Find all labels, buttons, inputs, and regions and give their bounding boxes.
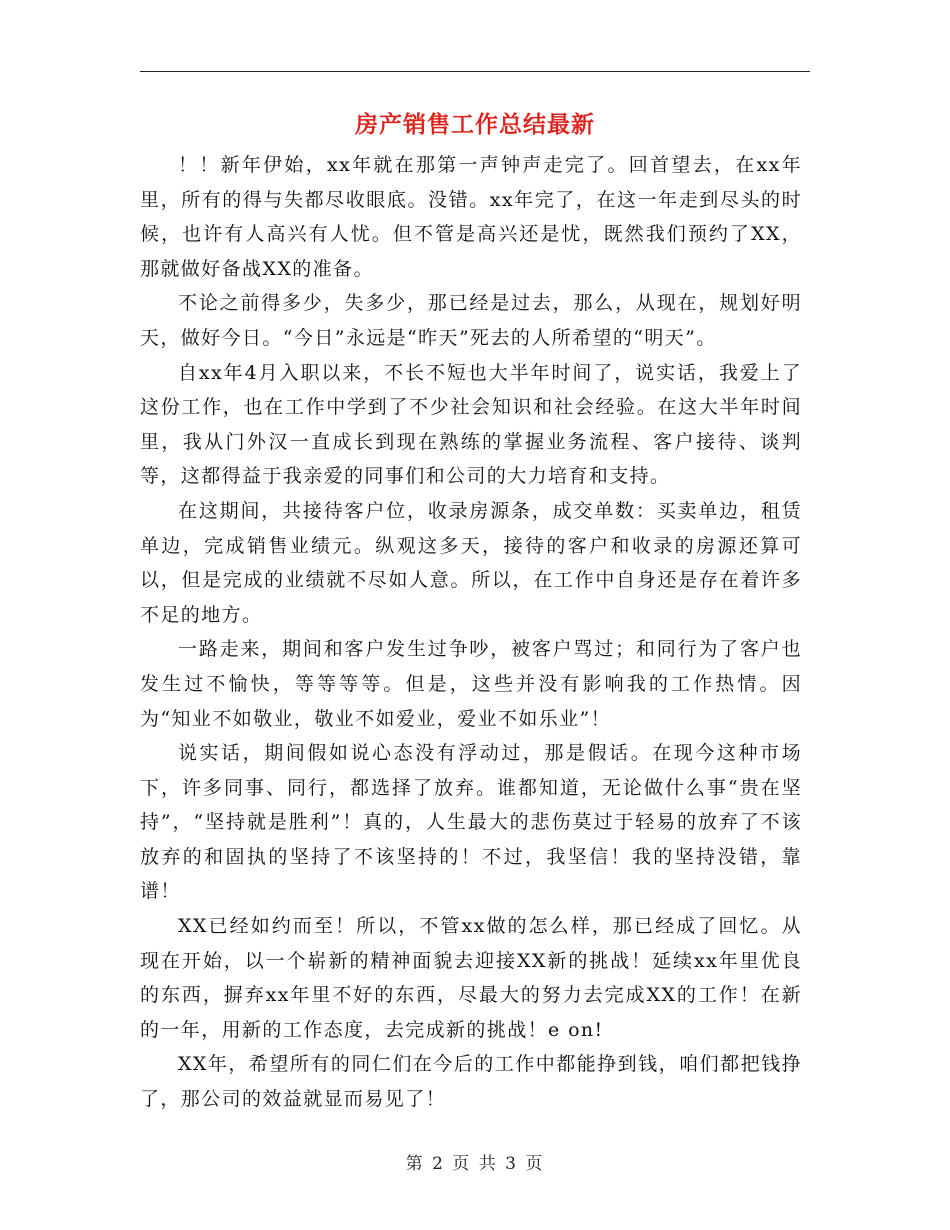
header-rule bbox=[140, 71, 810, 72]
document-title: 房产销售工作总结最新 bbox=[355, 112, 595, 138]
document-body bbox=[140, 148, 802, 1117]
page-number-footer: 第 2 页 共 3 页 bbox=[405, 1154, 545, 1174]
paragraph: 一路走来，期间和客户发生过争吵，被客户骂过；和同行为了客户也发生过不愉快，等等等等。但是，这些并没有影响我的工作热情。因为“知业不如敬业，敬业不如爱业，爱业不如乐业”！ bbox=[140, 638, 802, 730]
paragraph: ！！新年伊始，xx年就在那第一声钟声走完了。回首望去，在xx年里，所有的得与失都尽收眼底。没错。xx年完了，在这一年走到尽头的时候，也许有人高兴有人忧。但不管是高兴还是忧，既然我们预约了XX，那就做好备战XX的准备。 bbox=[140, 154, 802, 280]
paragraph: 在这期间，共接待客户位，收录房源条，成交单数：买卖单边，租赁单边，完成销售业绩元。纵观这多天，接待的客户和收录的房源还算可以，但是完成的业绩就不尽如人意。所以，在工作中自身还是存在着许多不足的地方。 bbox=[140, 499, 802, 626]
paragraph: XX年，希望所有的同仁们在今后的工作中都能挣到钱，咱们都把钱挣了，那公司的效益就显而易见了！ bbox=[140, 1053, 802, 1111]
paragraph: 自xx年4月入职以来，不长不短也大半年时间了，说实话，我爱上了这份工作，也在工作中学到了不少社会知识和社会经验。在这大半年时间里，我从门外汉一直成长到现在熟练的掌握业务流程、客户接待、谈判等，这都得益于我亲爱的同事们和公司的大力培育和支持。 bbox=[140, 361, 802, 488]
paragraph: XX已经如约而至！所以，不管xx做的怎么样，那已经成了回忆。从现在开始，以一个崭新的精神面貌去迎接XX新的挑战！延续xx年里优良的东西，摒弃xx年里不好的东西，尽最大的努力去完成XX的工作！在新的一年，用新的工作态度，去完成新的挑战！e on! bbox=[140, 915, 802, 1041]
paragraph: 说实话，期间假如说心态没有浮动过，那是假话。在现今这种市场下，许多同事、同行，都选择了放弃。谁都知道，无论做什么事“贵在坚持”，“坚持就是胜利”！真的，人生最大的悲伤莫过于轻易的放弃了不该放弃的和固执的坚持了不该坚持的！不过，我坚信！我的坚持没错，靠谱！ bbox=[140, 742, 802, 903]
paragraph: 不论之前得多少，失多少，那已经是过去，那么，从现在，规划好明天，做好今日。“今日”永远是“昨天”死去的人所希望的“明天”。 bbox=[140, 292, 802, 349]
